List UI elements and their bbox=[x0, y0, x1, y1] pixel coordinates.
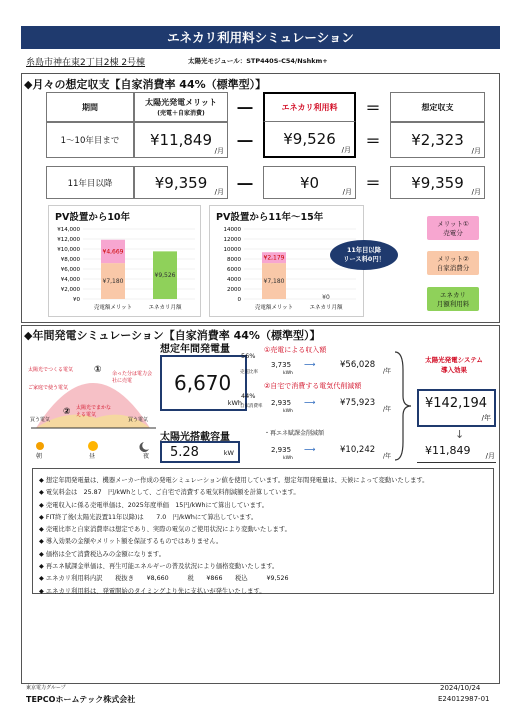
row1-balance-cell bbox=[390, 122, 485, 158]
r2-title: ②自宅で消費する電気代削減額 bbox=[264, 382, 362, 390]
footer-group: 東京電力グループ bbox=[26, 685, 66, 691]
equals-sign: ＝ bbox=[365, 174, 381, 192]
chart-10yr-box bbox=[48, 205, 201, 317]
unit-month: /月 bbox=[471, 188, 481, 196]
note-item: ◆ 再エネ賦課金単価は、再生可能エネルギーの普及状況により価格変動いたします。 bbox=[39, 563, 279, 571]
r1-kwh: 3,735 bbox=[271, 361, 292, 369]
row2-merit: ¥9,359 bbox=[154, 173, 208, 192]
legend-sell: メリット① 売電分 bbox=[427, 216, 479, 240]
brace-icon bbox=[393, 350, 413, 462]
illus-num2: ② bbox=[63, 407, 71, 417]
note-item: ◆ 想定年間発電量は、機器メーカー作成の発電シミュレーション値を使用しています。想定年間発電量は、天候によって変動いたします。 bbox=[39, 477, 429, 484]
monthly-value: ¥11,849 bbox=[425, 444, 471, 457]
note-text: 電気料金は 25.87 円/kWhとして、ご自宅で消費する電気料削減額を計算しています。 bbox=[45, 489, 300, 497]
self-ratio: 44% bbox=[241, 392, 256, 400]
illus-covered-label: 太陽光でまかなえる電気 bbox=[76, 405, 112, 418]
illus-home-label: ご家庭で使う電気 bbox=[28, 385, 69, 391]
chart-11yr bbox=[210, 223, 365, 315]
chart-10yr-title: PV設置から10年 bbox=[55, 212, 131, 223]
y-tick-label: ¥8,000 bbox=[60, 257, 80, 263]
row1-fee-cell bbox=[263, 121, 356, 158]
section2-title: ◆年間発電シミュレーション【自家消費率 44%（標準型）】 bbox=[24, 329, 321, 342]
note-item: ◆ 価格は全て消費税込みの金額になります。 bbox=[39, 550, 165, 558]
row2-balance-cell bbox=[390, 166, 485, 199]
y-tick-label: 6000 bbox=[227, 267, 241, 273]
data-label: ¥2,179 bbox=[263, 254, 285, 262]
legend-fee: エネカリ 月額利用料 bbox=[427, 287, 479, 311]
r3-yen: ¥10,242 bbox=[340, 445, 376, 455]
footer-company: TEPCOホームテック株式会社 bbox=[26, 695, 136, 704]
module-label: 太陽光モジュール： bbox=[188, 57, 247, 65]
sun-noon-icon bbox=[88, 441, 98, 451]
x-tick-label: 売電額メリット bbox=[93, 305, 133, 311]
note-text: 導入効果の金額やメリット額を保証するものではありません。 bbox=[45, 538, 223, 546]
minus-sign: ― bbox=[237, 98, 253, 116]
note-text: 想定年間発電量は、機器メーカー作成の発電シミュレーション値を使用しています。想定年間発電量は、天候によって変動いたします。 bbox=[45, 477, 429, 484]
y-tick-label: ¥2,000 bbox=[60, 287, 80, 293]
notes-box bbox=[32, 468, 494, 594]
cap-value: 5.28 bbox=[170, 445, 199, 460]
y-tick-label: 14000 bbox=[223, 227, 241, 233]
illus-noon: 昼 bbox=[89, 453, 96, 460]
generation-illustration bbox=[26, 348, 160, 458]
header-fee: エネカリ利用料 bbox=[263, 92, 356, 122]
note-text: エネカリ利用料内訳 税抜き ¥8,660 税 ¥866 税込 ¥9,526 bbox=[45, 575, 289, 583]
header-period: 期間 bbox=[46, 92, 134, 122]
note-text: エネカリ利用料は、発電開始のタイミングより先に支払いが発生いたします。 bbox=[45, 587, 266, 595]
effect-title: 太陽光発電システム 導入効果 bbox=[425, 356, 483, 374]
data-label: ¥9,526 bbox=[154, 272, 176, 280]
note-item: ◆ エネカリ利用料内訳 税抜き ¥8,660 税 ¥866 税込 ¥9,526 bbox=[39, 575, 289, 583]
illus-num1: ① bbox=[94, 365, 102, 375]
kwh-unit: kWh bbox=[283, 456, 293, 461]
r2-kwh: 2,935 bbox=[271, 399, 292, 407]
note-item: ◆ FIT終了後(太陽光設置11年以降)は 7.0 円/kWhにて算出しています。 bbox=[39, 513, 258, 521]
r1-yen: ¥56,028 bbox=[340, 360, 376, 370]
self-ratio-label: 自家消費率 bbox=[240, 404, 263, 409]
unit-month: /月 bbox=[214, 147, 224, 155]
header-balance: 想定収支 bbox=[390, 92, 485, 122]
y-tick-label: ¥6,000 bbox=[60, 267, 80, 273]
data-label: ¥0 bbox=[322, 294, 330, 301]
note-item: ◆ 電気料金は 25.87 円/kWhとして、ご自宅で消費する電気料削減額を計算しています。 bbox=[39, 489, 300, 497]
y-tick-label: ¥10,000 bbox=[57, 247, 80, 253]
data-label: ¥7,180 bbox=[263, 278, 285, 286]
arrow-icon: ⟶ bbox=[304, 360, 316, 369]
r3-title: ・再エネ賦課金削減額 bbox=[264, 430, 325, 437]
module-info bbox=[188, 56, 328, 65]
unit-month: /月 bbox=[342, 188, 352, 196]
y-tick-label: 10000 bbox=[223, 247, 241, 253]
data-label: ¥4,669 bbox=[102, 248, 124, 256]
sell-ratio-label: 売電比率 bbox=[240, 370, 258, 375]
year-unit: /年 bbox=[481, 414, 491, 422]
section1-title: ◆月々の想定収支【自家消費率 44%（標準型）】 bbox=[24, 78, 267, 91]
gen-unit: kWh bbox=[227, 399, 242, 407]
note-item: ◆ 売電比率と自家消費率は想定であり、実際の電気のご使用状況により変動いたします。 bbox=[39, 526, 291, 534]
year-unit: /年 bbox=[383, 368, 392, 375]
note-item: ◆ 売電収入に係る売電単価は、2025年度単価 15円/kWhにて算出しています。 bbox=[39, 501, 268, 509]
minus-sign: ― bbox=[237, 131, 253, 149]
data-label: ¥7,180 bbox=[102, 278, 124, 286]
module-value: STP440S-C54/Nshkm+ bbox=[246, 57, 328, 65]
row2-balance: ¥9,359 bbox=[411, 173, 464, 192]
note-text: FIT終了後(太陽光設置11年以降)は 7.0 円/kWhにて算出しています。 bbox=[45, 513, 258, 521]
illus-surplus-label: 余った分は電力会社に売電 bbox=[112, 371, 153, 384]
row2-fee: ¥0 bbox=[299, 173, 320, 192]
row1-merit: ¥11,849 bbox=[149, 131, 213, 149]
header-merit-sub: (売電＋自家消費) bbox=[157, 110, 205, 117]
year-unit: /年 bbox=[383, 453, 392, 460]
y-tick-label: ¥0 bbox=[73, 297, 80, 303]
monthly-box bbox=[417, 442, 496, 463]
y-tick-label: 0 bbox=[237, 297, 241, 303]
effect-value: ¥142,194 bbox=[425, 396, 488, 411]
effect-box bbox=[417, 389, 496, 427]
unit-month: /月 bbox=[214, 188, 224, 196]
note-text: 売電比率と自家消費率は想定であり、実際の電気のご使用状況により変動いたします。 bbox=[45, 526, 291, 534]
unit-month: /月 bbox=[341, 146, 351, 154]
page-title: エネカリ利用料シミュレーション bbox=[21, 26, 500, 49]
illus-buy-label-2: 買う電気 bbox=[128, 417, 149, 423]
row2-period: 11年目以降 bbox=[46, 166, 134, 199]
note-text: 価格は全て消費税込みの金額になります。 bbox=[45, 550, 165, 558]
y-tick-label: 2000 bbox=[227, 287, 241, 293]
arrow-icon: ⟶ bbox=[304, 398, 316, 407]
note-item: ◆ 導入効果の金額やメリット額を保証するものではありません。 bbox=[39, 538, 223, 546]
chart-11yr-title: PV設置から11年～15年 bbox=[216, 212, 324, 223]
arrow-icon: ⟶ bbox=[304, 445, 316, 454]
cap-label: 太陽光搭載容量 bbox=[160, 432, 230, 443]
gen-value: 6,670 bbox=[174, 371, 232, 395]
y-tick-label: 4000 bbox=[227, 277, 241, 283]
illus-morning: 朝 bbox=[36, 453, 43, 460]
r2-yen: ¥75,923 bbox=[340, 398, 376, 408]
cap-box bbox=[160, 441, 240, 463]
footer-doc-no: E24012987-01 bbox=[438, 695, 490, 703]
down-arrow-icon: ↓ bbox=[455, 428, 465, 441]
footer-date: 2024/10/24 bbox=[440, 684, 481, 692]
y-tick-label: ¥12,000 bbox=[57, 237, 80, 243]
gen-box bbox=[160, 355, 247, 411]
row1-fee: ¥9,526 bbox=[283, 130, 336, 148]
header-merit bbox=[134, 92, 228, 122]
note-text: 売電収入に係る売電単価は、2025年度単価 15円/kWhにて算出しています。 bbox=[45, 501, 268, 509]
minus-sign: ― bbox=[237, 173, 253, 192]
note-item: ◆ エネカリ利用料は、発電開始のタイミングより先に支払いが発生いたします。 bbox=[39, 587, 266, 595]
equals-sign: ＝ bbox=[365, 131, 381, 150]
header-merit-label: 太陽光発電メリット bbox=[145, 98, 217, 107]
legend-self: メリット② 自家消費分 bbox=[427, 251, 479, 275]
row1-balance: ¥2,323 bbox=[411, 131, 464, 149]
illus-solar-label: 太陽光でつくる電気 bbox=[28, 367, 74, 373]
y-tick-label: ¥4,000 bbox=[60, 277, 80, 283]
note-text: 再エネ賦課金単価は、再生可能エネルギーの普及状況により価格変動いたします。 bbox=[45, 563, 279, 571]
lease-zero-badge: 11年目以降 リース料0円！ bbox=[330, 240, 398, 270]
sun-morning-icon bbox=[36, 442, 44, 450]
sell-ratio: 56% bbox=[241, 352, 256, 360]
r1-title: ①売電による収入額 bbox=[264, 346, 327, 354]
x-tick-label: エネカリ月額 bbox=[309, 305, 343, 311]
row2-fee-cell bbox=[263, 166, 356, 199]
month-unit: /月 bbox=[485, 452, 495, 460]
y-tick-label: 8000 bbox=[227, 257, 241, 263]
x-tick-label: エネカリ月額 bbox=[148, 305, 182, 311]
unit-month: /月 bbox=[471, 147, 481, 155]
row2-merit-cell bbox=[134, 166, 228, 199]
kwh-unit: kWh bbox=[283, 371, 293, 376]
illus-buy-label-1: 買う電気 bbox=[30, 417, 51, 423]
year-unit: /年 bbox=[383, 406, 392, 413]
cap-unit: kW bbox=[223, 449, 234, 457]
row1-period: 1～10年目まで bbox=[46, 122, 134, 158]
y-tick-label: ¥14,000 bbox=[57, 227, 80, 233]
x-tick-label: 売電額メリット bbox=[254, 305, 294, 311]
chart-10yr bbox=[49, 223, 202, 315]
y-tick-label: 12000 bbox=[223, 237, 241, 243]
gen-label: 想定年間発電量 bbox=[160, 344, 230, 355]
row1-merit-cell bbox=[134, 122, 228, 158]
equals-sign: ＝ bbox=[365, 98, 381, 117]
address: 糸島市神在東2丁目2棟 2号棟 bbox=[26, 58, 146, 68]
illus-night: 夜 bbox=[143, 453, 150, 460]
kwh-unit: kWh bbox=[283, 409, 293, 414]
r3-kwh: 2,935 bbox=[271, 446, 292, 454]
